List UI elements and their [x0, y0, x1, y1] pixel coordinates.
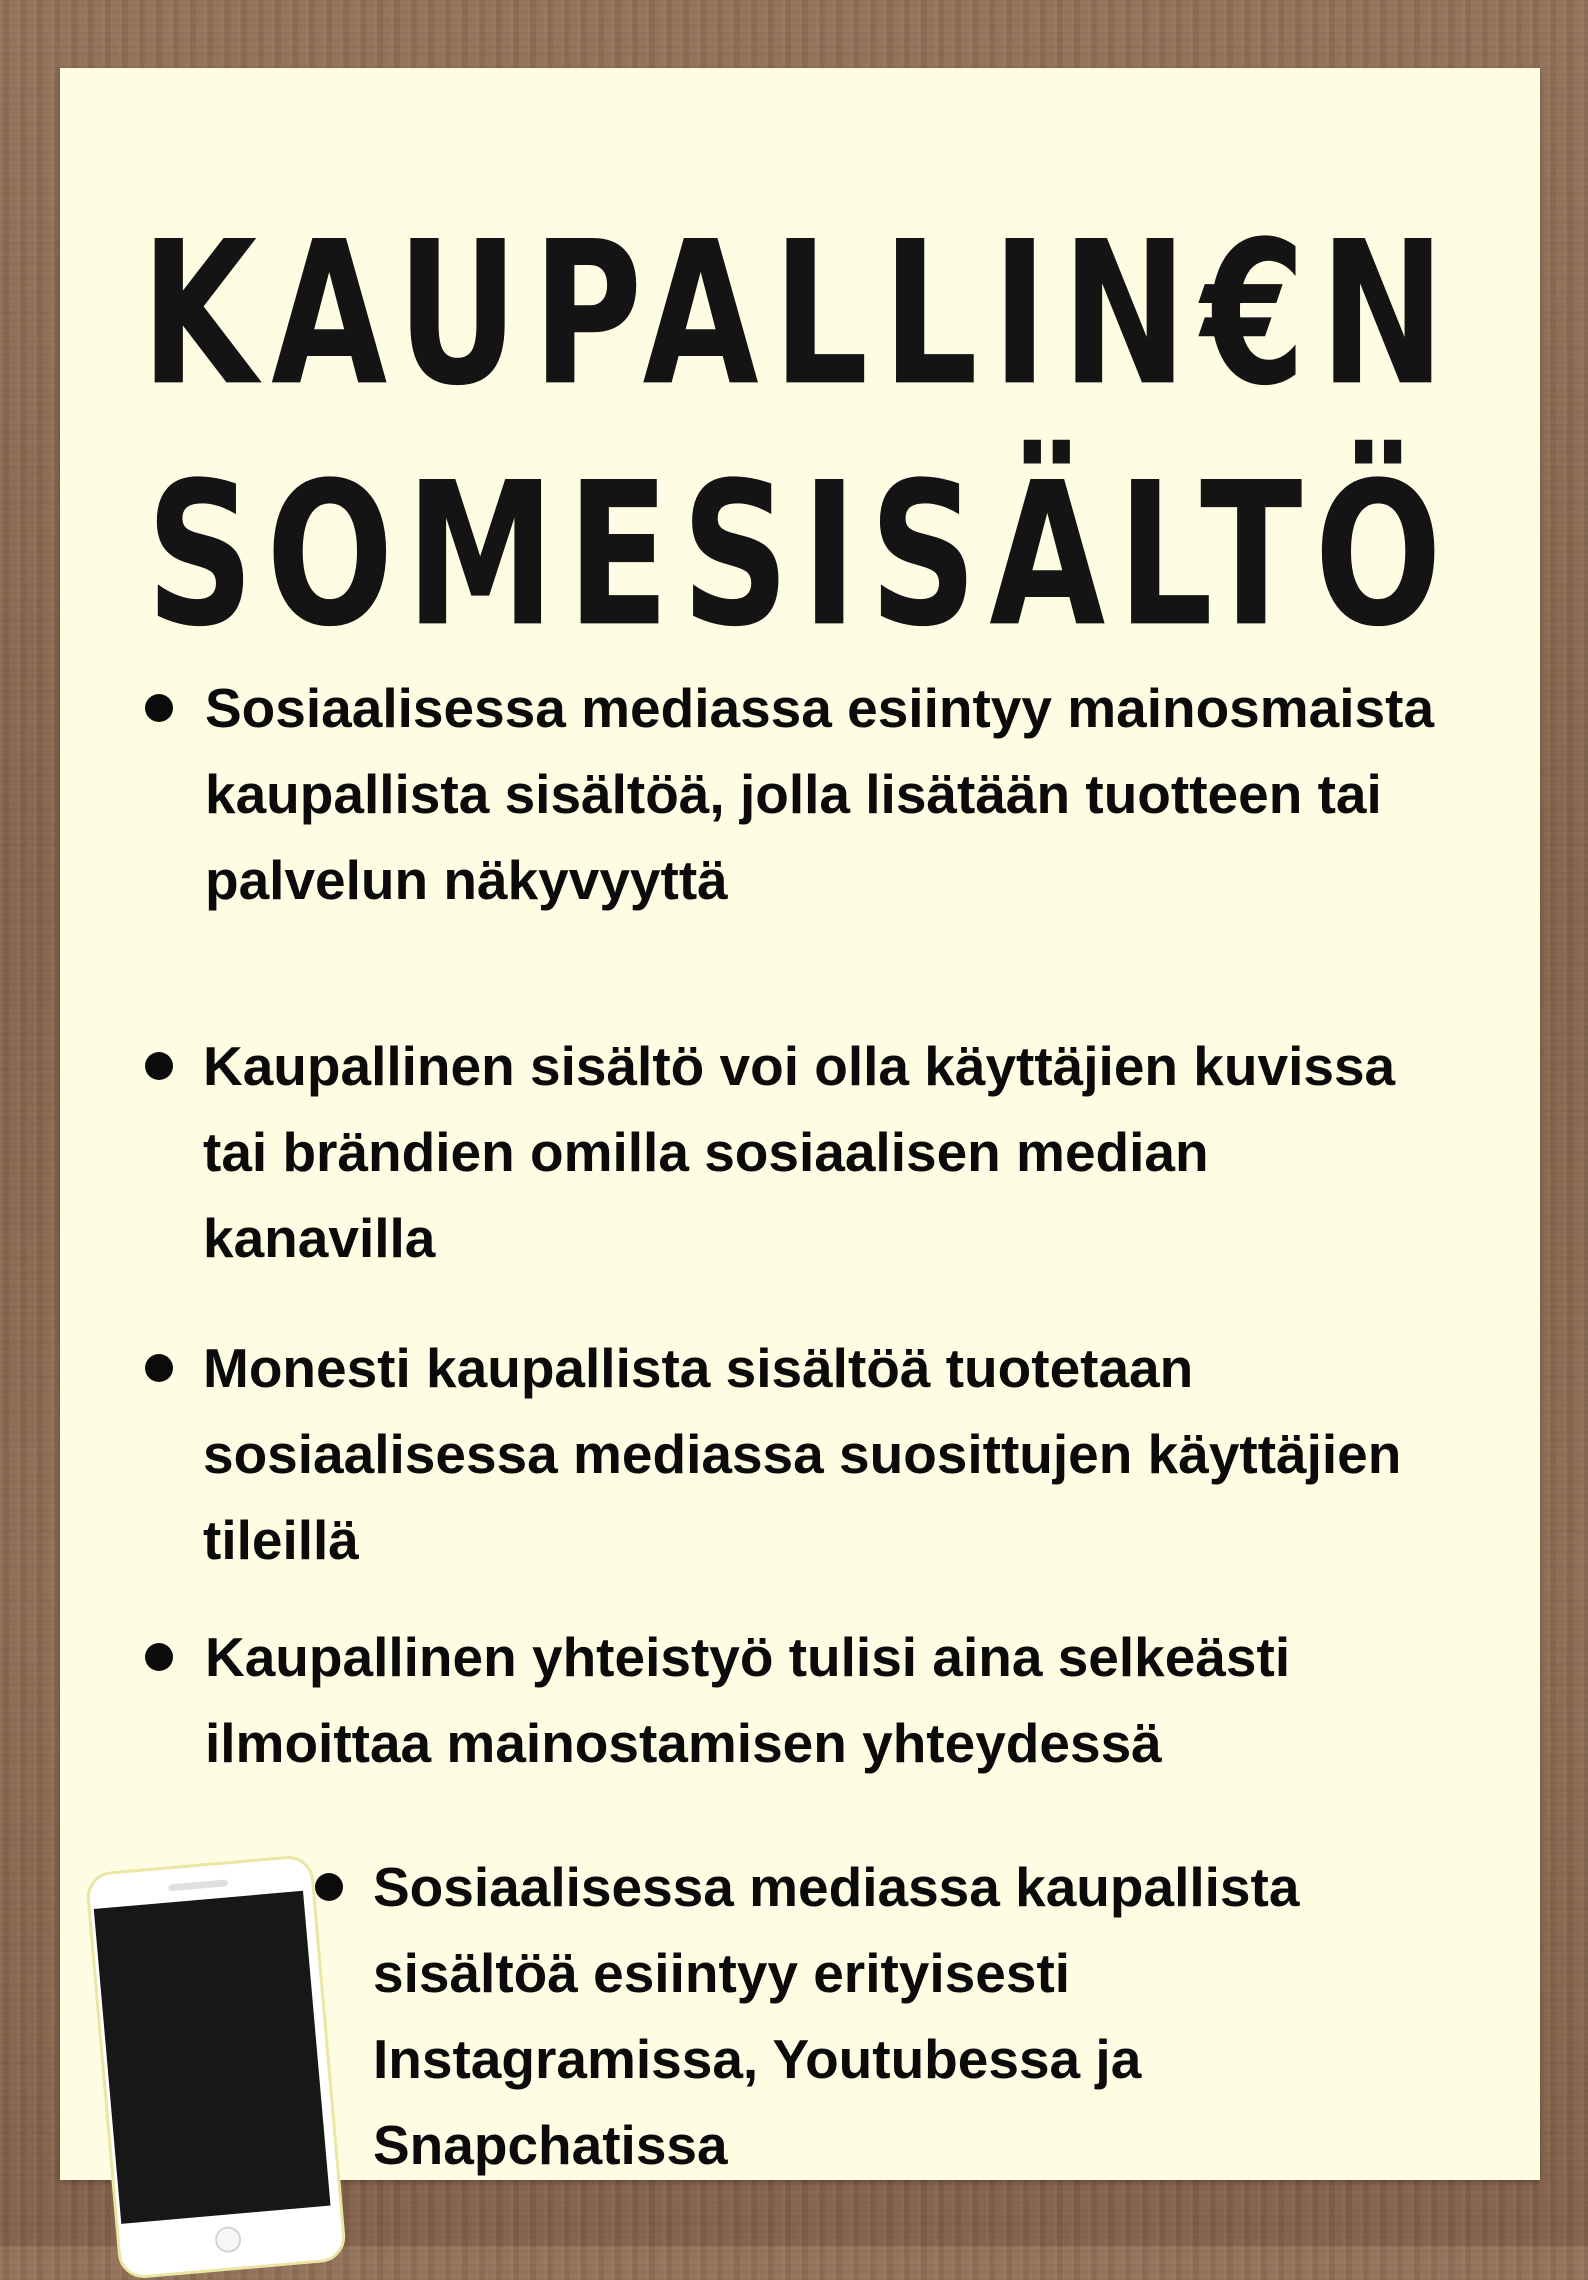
- list-item: [145, 1023, 1395, 1281]
- list-item-text-line: Kaupallinen yhteistyö tulisi aina selkeästi: [205, 1626, 1291, 1688]
- list-item-text-line: palvelun näkyvyyttä: [205, 849, 728, 911]
- bullet-dot-icon: [145, 1052, 173, 1080]
- list-item-text-line: tileillä: [203, 1509, 359, 1571]
- list-item-text-line: Sosiaalisessa mediassa kaupallista: [373, 1856, 1300, 1918]
- list-item-text-line: ilmoittaa mainostamisen yhteydessä: [205, 1712, 1162, 1774]
- list-item: [145, 1325, 1401, 1583]
- smartphone-icon: [85, 1854, 348, 2280]
- list-item: [315, 1844, 1299, 2188]
- list-item-text-line: tai brändien omilla sosiaalisen median: [203, 1121, 1209, 1183]
- bullet-dot-icon: [145, 1354, 173, 1382]
- phone-screen: [94, 1891, 331, 2224]
- list-item-text-line: Snapchatissa: [373, 2114, 728, 2176]
- poster-paper: [60, 68, 1540, 2180]
- list-item-text-line: Monesti kaupallista sisältöä tuotetaan: [203, 1337, 1194, 1399]
- list-item-text-line: sosiaalisessa mediassa suosittujen käyttäjien: [203, 1423, 1402, 1485]
- poster-title-line-1: KAUPALLIN€N: [140, 200, 1460, 430]
- list-item-text-line: Sosiaalisessa mediassa esiintyy mainosmaista: [205, 677, 1435, 739]
- list-item: [145, 665, 1434, 923]
- list-item-text-line: kanavilla: [203, 1207, 436, 1269]
- bullet-dot-icon: [145, 1643, 173, 1671]
- list-item-text-line: Instagramissa, Youtubessa ja: [373, 2028, 1142, 2090]
- bullet-dot-icon: [315, 1873, 343, 1901]
- list-item-text-line: sisältöä esiintyy erityisesti: [373, 1942, 1071, 2004]
- list-item-text-line: Kaupallinen sisältö voi olla käyttäjien kuvissa: [203, 1035, 1396, 1097]
- bullet-dot-icon: [145, 694, 173, 722]
- list-item: [145, 1614, 1290, 1786]
- list-item-text-line: kaupallista sisältöä, jolla lisätään tuotteen tai: [205, 763, 1382, 825]
- poster-title-line-2: SOMESISÄLTÖ: [146, 441, 1454, 671]
